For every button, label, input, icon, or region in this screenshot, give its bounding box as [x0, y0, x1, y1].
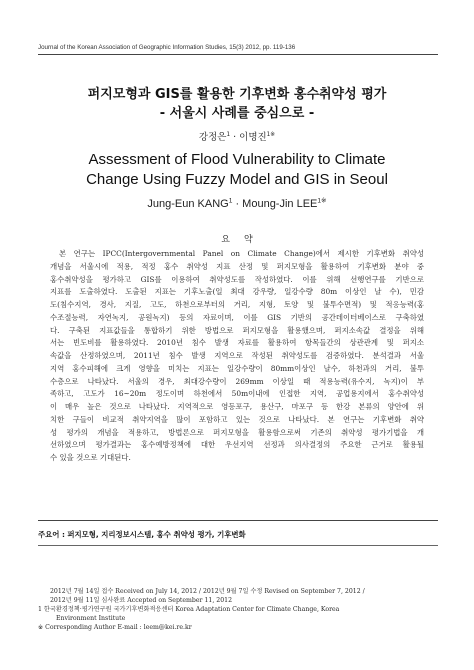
korean-title-line-1: 퍼지모형과 GIS를 활용한 기후변화 홍수취약성 평가 [87, 87, 387, 102]
abstract-line: 수 있을 것으로 기대된다. [50, 453, 131, 462]
korean-author-2-affiliation: 1※ [266, 131, 276, 138]
running-head: Journal of the Korean Association of Geographic Information Studies, 15(3) 2012, pp. 119-136 [38, 44, 296, 51]
abstract-line: 선하였으며 평가결과는 홍수예방정책에 대한 우선지역 선정과 의사결정의 주요한 근거로 활용될 [50, 440, 424, 450]
abstract-line: 지역 홍수피해에 크게 영향을 미치는 지표는 일강수량이 80mm이상인 날수, 하천과의 거리, 불투 [50, 363, 424, 373]
abstract-line: 수조절능력, 자연녹지, 공원녹지) 등의 자료이며, 이를 GIS 기반의 공간데이터베이스로 구축하였 [50, 312, 424, 322]
abstract-line: 속값을 산정하였으며, 2011년 침수 발생 지역으로 작성된 취약성도를 검증하였다. 분석결과 서울 [50, 351, 424, 360]
abstract-line: 이 매우 높은 것으로 나타났다. 지역적으로 영등포구, 용산구, 마포구 등 한강 본류의 양안에 위 [50, 402, 424, 411]
keywords-bottom-rule [38, 545, 438, 546]
english-author-2: Moung-Jin LEE [242, 198, 318, 210]
footnote-affiliation-cont: Environment Institute [56, 615, 126, 622]
footnote-affiliation: 1 한국환경정책·평가연구원 국가기후변화적응센터 Korea Adaptation Center for Climate Change, Korea [38, 606, 340, 613]
abstract-line: 지표를 도출하였다. 도출된 지표는 기후노출(일 최대 강우량, 일강수량 80m 이상인 날 수), 민감 [50, 287, 424, 297]
english-author-1: Jung-Eun KANG [147, 198, 229, 210]
abstract-line: 도(침수지역, 경사, 지질, 고도, 하천으로부터의 거리, 지형, 토양 및 불투수면적) 및 적응능력(홍 [50, 300, 424, 309]
abstract-line: 다. 구축된 지표값들을 통합하기 위한 방법으로 퍼지모형을 활용했으며, 퍼지소속값 결정을 위해 [50, 325, 424, 335]
korean-title-line-2: - 서울시 사례를 중심으로 - [159, 106, 315, 121]
english-author-1-affiliation: 1 [228, 197, 233, 205]
keywords-list: 퍼지모형, 지리정보시스템, 홍수 취약성 평가, 기후변화 [67, 530, 246, 539]
footnotes [38, 587, 438, 632]
keywords [38, 529, 438, 540]
english-authors [0, 198, 474, 210]
korean-authors [0, 129, 474, 143]
abstract-line: 홍수취약성을 평가하고 GIS를 이용하여 취약성도를 작성하였다. 이를 위해 선행연구를 기반으로 [50, 274, 424, 284]
abstract-line: 개념을 서울시에 적용, 적정 홍수 취약성 지표 산정 및 퍼지모형을 활용하여 기후변화 분야 중 [50, 261, 424, 271]
english-title-line-2: Change Using Fuzzy Model and GIS in Seoul [86, 171, 388, 188]
abstract-line: 본 연구는 IPCC(Intergovernmental Panel on Climate Change)에서 제시한 기후변화 취약성 [59, 249, 424, 258]
abstract-body [50, 248, 424, 465]
abstract-line: 족하고, 고도가 16~20m 정도이며 하천에서 50m이내에 인접한 지역, 공업용지에서 홍수취약성 [50, 389, 424, 399]
english-author-separator: · [232, 198, 243, 210]
abstract-line: 수층으로 나타났다. 서울의 경우, 최대강수량이 269mm 이상일 때 적용능력(유수지, 녹지)이 부 [50, 376, 424, 386]
footnote-corresponding-author: ※ Corresponding Author E-mail : leem@kei.re.kr [38, 624, 192, 631]
abstract-line: 서는 빈도비를 활용하였다. 2010년 침수 발생 자료를 활용하여 항목들간의 상관관계 및 퍼지소 [50, 338, 424, 348]
keywords-top-rule [38, 520, 438, 521]
author-separator: · [230, 132, 240, 143]
english-title-line-1: Assessment of Flood Vulnerability to Climate [88, 151, 386, 168]
abstract-line: 치한 구들이 비교적 취약지역을 많이 포함하고 있는 것으로 나타났다. 본 연구는 기후변화 취약 [50, 414, 424, 424]
korean-author-1-affiliation: 1 [226, 131, 231, 138]
footnote-accepted: 2012년 9월 11일 심사완료 Accepted on September 11, 2012 [50, 597, 233, 604]
english-author-2-affiliation: 1※ [317, 197, 327, 205]
header-rule [38, 54, 438, 55]
korean-author-1: 강정은 [198, 132, 227, 143]
abstract-heading: 요약 [221, 235, 267, 245]
abstract-line: 성 평가의 개념을 적용하고, 방법론으로 퍼지모형을 활용함으로써 기존의 취약성 평가기법을 개 [50, 427, 424, 437]
korean-author-2: 이명진 [239, 132, 267, 143]
keywords-label: 주요어 : [38, 530, 65, 539]
footnote-received: 2012년 7월 14일 접수 Received on July 14, 2012 / 2012년 9월 7일 수정 Revised on September 7, 2012 / [50, 588, 365, 595]
